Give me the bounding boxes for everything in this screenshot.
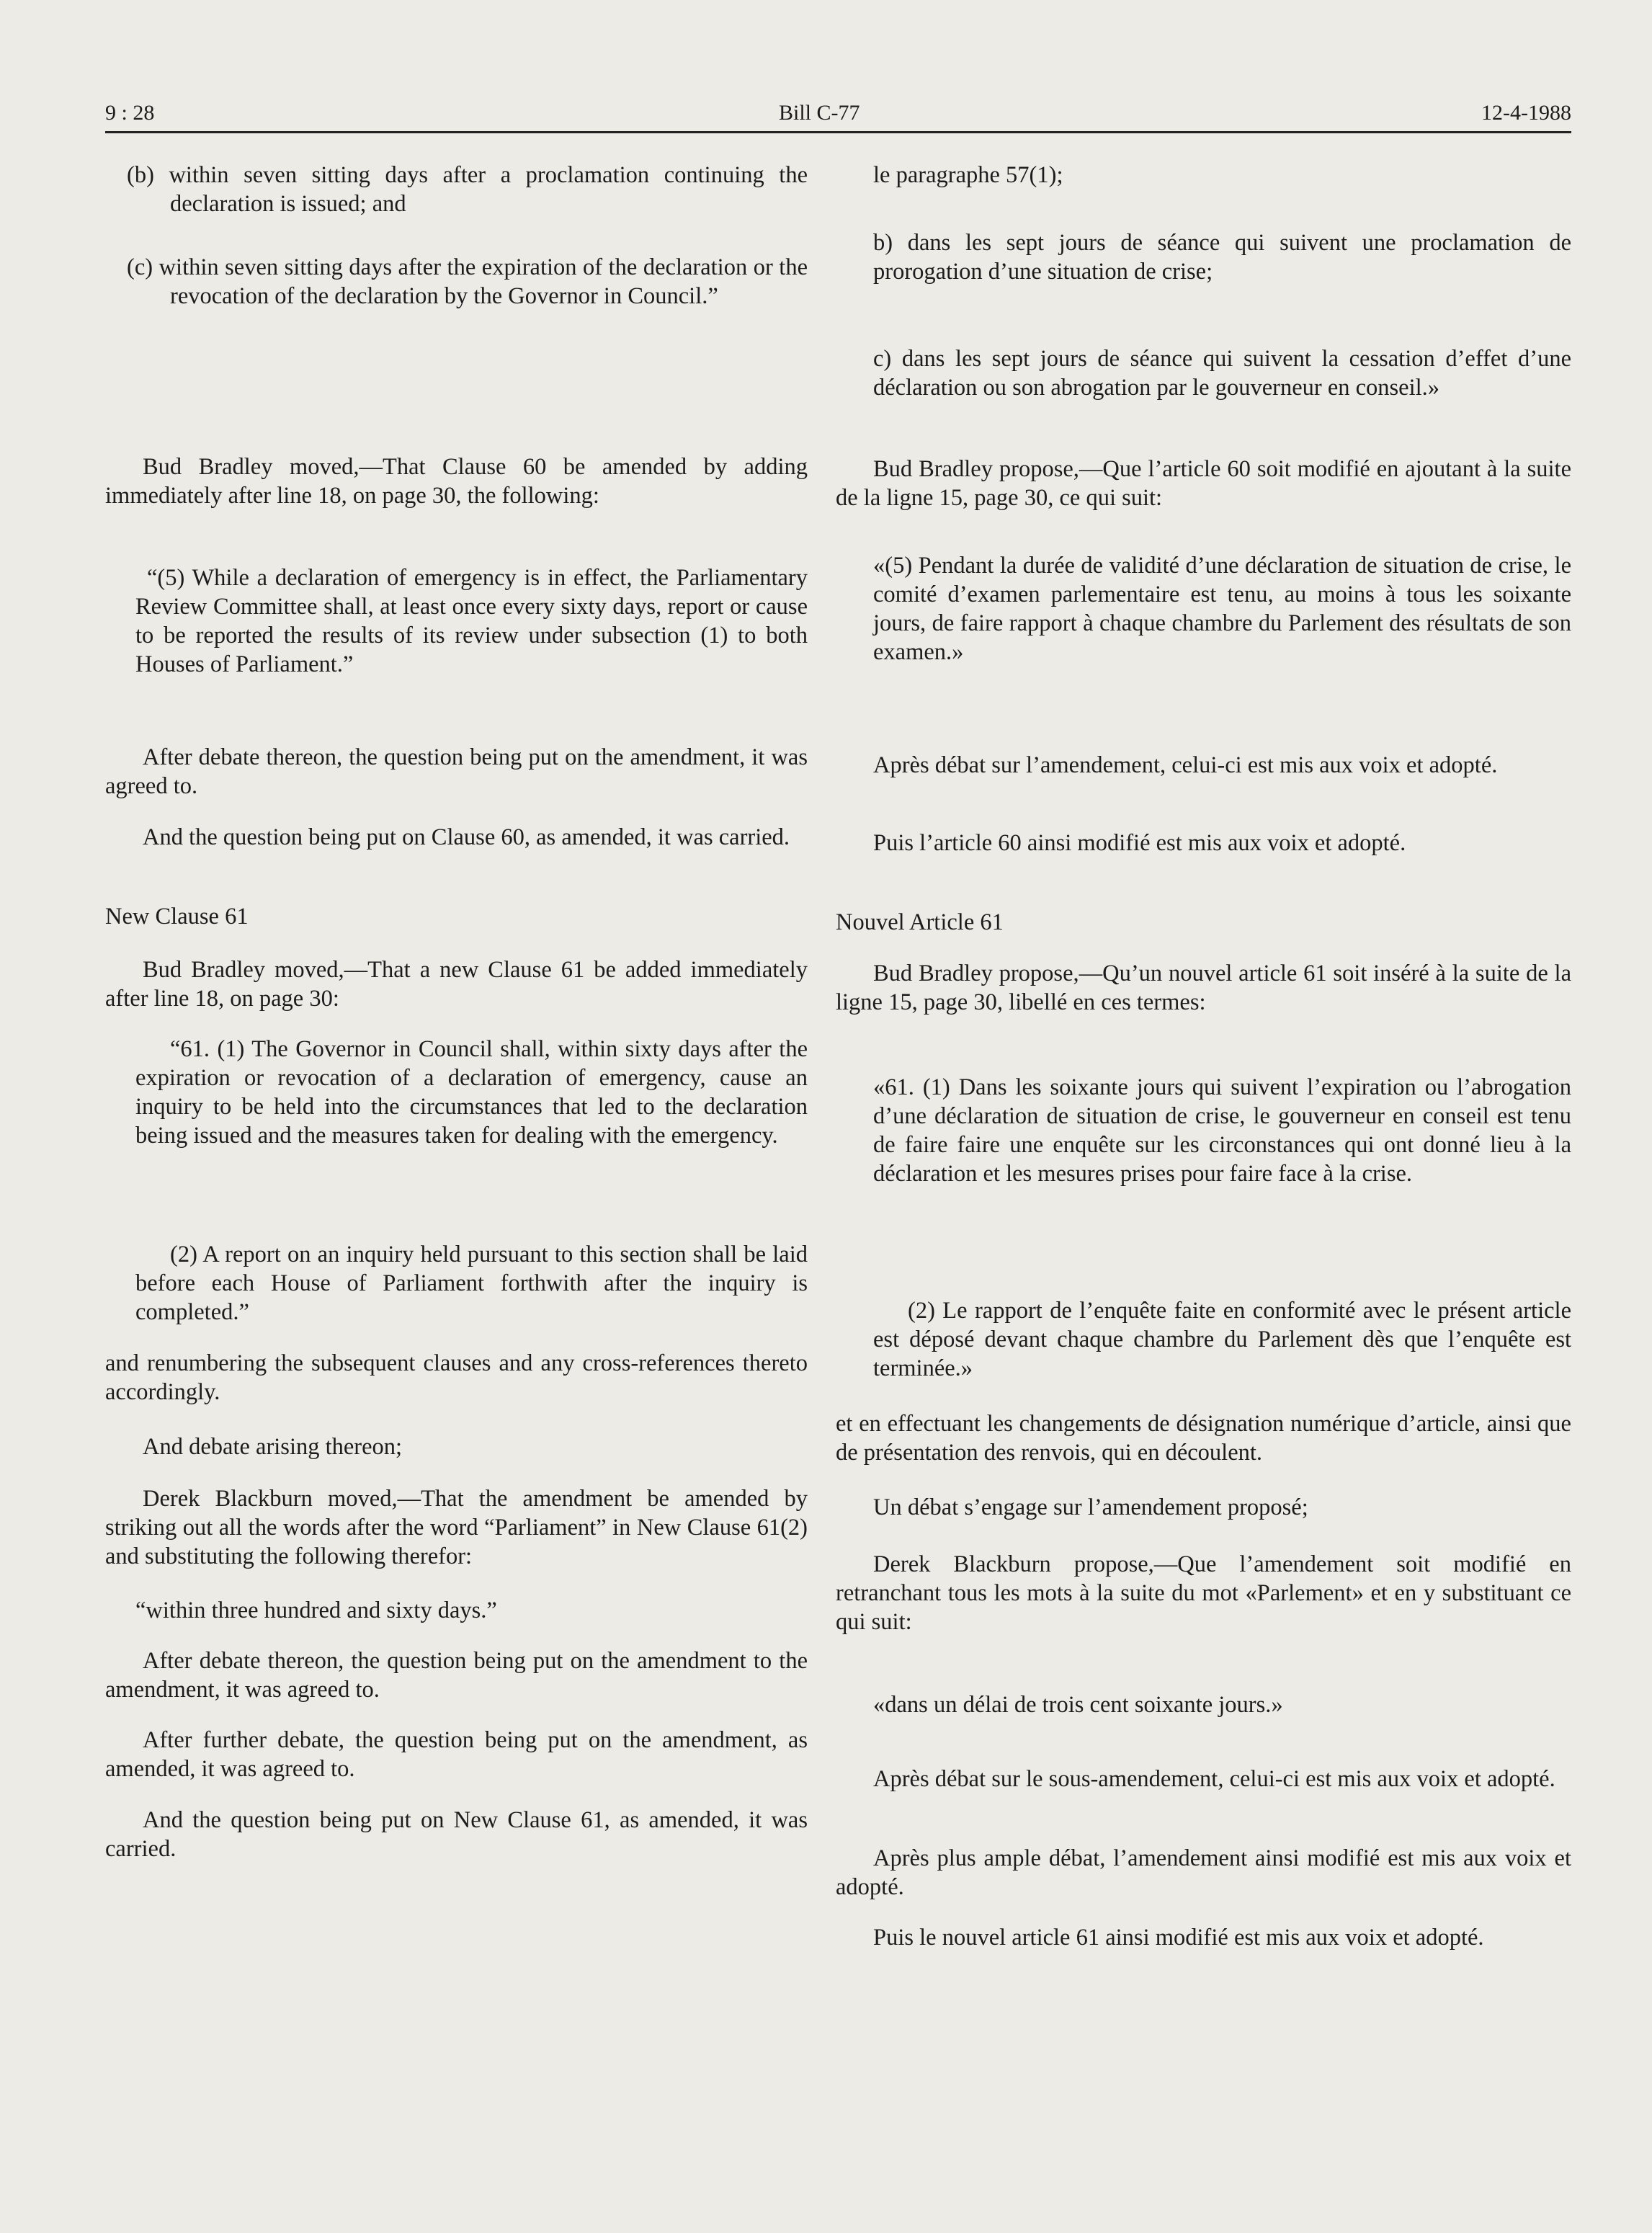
subamendment-motion: Derek Blackburn moved,—That the amendment be amended by striking out all the words after the word “Parliament” in New Clause 61(2) and substituting the following therefor: [105,1486,808,1569]
clause-text-b: (b) within seven sitting days after a proclamation continuing the declaration is issued; and [127,162,808,217]
quoted-subsection: (2) Le rapport de l’enquête faite en conformité avec le présent article est déposé devant chaque chambre du Parlement dès que l’enquête est terminée.» [873,1298,1571,1381]
motion-paragraph: Bud Bradley moved,—That Clause 60 be amended by adding immediately after line 18, on page 30, the following: [105,454,808,509]
quoted-text: «dans un délai de trois cent soixante jours.» [873,1692,1283,1718]
section-heading: Nouvel Article 61 [836,909,1004,935]
debate-paragraph: After further debate, the question being put on the amendment, as amended, it was agreed to. [105,1727,808,1782]
renumbering-paragraph: et en effectuant les changements de désignation numérique d’article, ainsi que de présentation des renvois, qui en découlent. [836,1411,1571,1466]
motion-paragraph: Bud Bradley moved,—That a new Clause 61 be added immediately after line 18, on page 30: [105,957,808,1012]
debate-paragraph: After debate thereon, the question being put on the amendment, it was agreed to. [105,744,808,799]
quoted-clause: “61. (1) The Governor in Council shall, within sixty days after the expiration or revocation of a declaration of emergency, cause an inquiry to be held into the circumstances that led to the declaration being issued and the measures taken for dealing with the emergency. [135,1036,808,1149]
subamendment-motion: Derek Blackburn propose,—Que l’amendement soit modifié en retranchant tous les mots à la suite du mot «Parlement» et en y substituant ce qui suit: [836,1551,1571,1635]
page-header [105,86,1571,133]
debate-paragraph: And debate arising thereon; [143,1434,403,1460]
question-paragraph: Puis le nouvel article 61 ainsi modifié est mis aux voix et adopté. [873,1925,1484,1951]
quoted-text: “within three hundred and sixty days.” [135,1597,497,1623]
quoted-subsection: “(5) While a declaration of emergency is in effect, the Parliamentary Review Committee shall, at least once every sixty days, report or cause to be reported the results of its review under subsection (1) to both Houses of Parliament.” [135,565,808,677]
debate-paragraph: Après débat sur l’amendement, celui-ci est mis aux voix et adopté. [873,752,1498,778]
question-paragraph: And the question being put on New Clause 61, as amended, it was carried. [105,1807,808,1862]
quoted-subsection: (2) A report on an inquiry held pursuant to this section shall be laid before each House of Parliament forthwith after the inquiry is completed.” [135,1242,808,1325]
clause-text-c: c) dans les sept jours de séance qui suivent la cessation d’effet d’une déclaration ou son abrogation par le gouverneur en conseil.» [873,346,1571,401]
section-heading: New Clause 61 [105,904,249,930]
quoted-clause: «61. (1) Dans les soixante jours qui suivent l’expiration ou l’abrogation d’une déclaration de situation de crise, le gouverneur en conseil est tenu de faire faire une enquête sur les circonstances qui ont donné lieu à la déclaration et les mesures prises pour faire face à la crise. [873,1074,1571,1187]
clause-text: le paragraphe 57(1); [873,162,1063,188]
question-paragraph: Puis l’article 60 ainsi modifié est mis aux voix et adopté. [873,830,1406,856]
question-paragraph: And the question being put on Clause 60, as amended, it was carried. [143,824,790,850]
debate-paragraph: After debate thereon, the question being put on the amendment to the amendment, it was agreed to. [105,1648,808,1703]
clause-text-b: b) dans les sept jours de séance qui suivent une proclamation de prorogation d’une situation de crise; [873,230,1571,285]
debate-paragraph: Un débat s’engage sur l’amendement proposé; [873,1494,1308,1520]
motion-paragraph: Bud Bradley propose,—Que l’article 60 soit modifié en ajoutant à la suite de la ligne 15, page 30, ce qui suit: [836,456,1571,511]
renumbering-paragraph: and renumbering the subsequent clauses and any cross-references thereto accordingly. [105,1350,808,1405]
bill-title: Bill C-77 [779,101,860,125]
page-number: 9 : 28 [105,101,155,125]
debate-paragraph: Après plus ample débat, l’amendement ainsi modifié est mis aux voix et adopté. [836,1845,1571,1900]
motion-paragraph: Bud Bradley propose,—Qu’un nouvel article 61 soit inséré à la suite de la ligne 15, page 30, libellé en ces termes: [836,960,1571,1015]
clause-text-c: (c) within seven sitting days after the expiration of the declaration or the revocation of the declaration by the Governor in Council.” [127,254,808,309]
quoted-subsection: «(5) Pendant la durée de validité d’une déclaration de situation de crise, le comité d’examen parlementaire est tenu, au moins à tous les soixante jours, de faire rapport à chaque chambre du Parlement des résultats de son examen.» [873,553,1571,665]
header-date: 12-4-1988 [1481,101,1571,125]
debate-paragraph: Après débat sur le sous-amendement, celui-ci est mis aux voix et adopté. [873,1766,1555,1792]
